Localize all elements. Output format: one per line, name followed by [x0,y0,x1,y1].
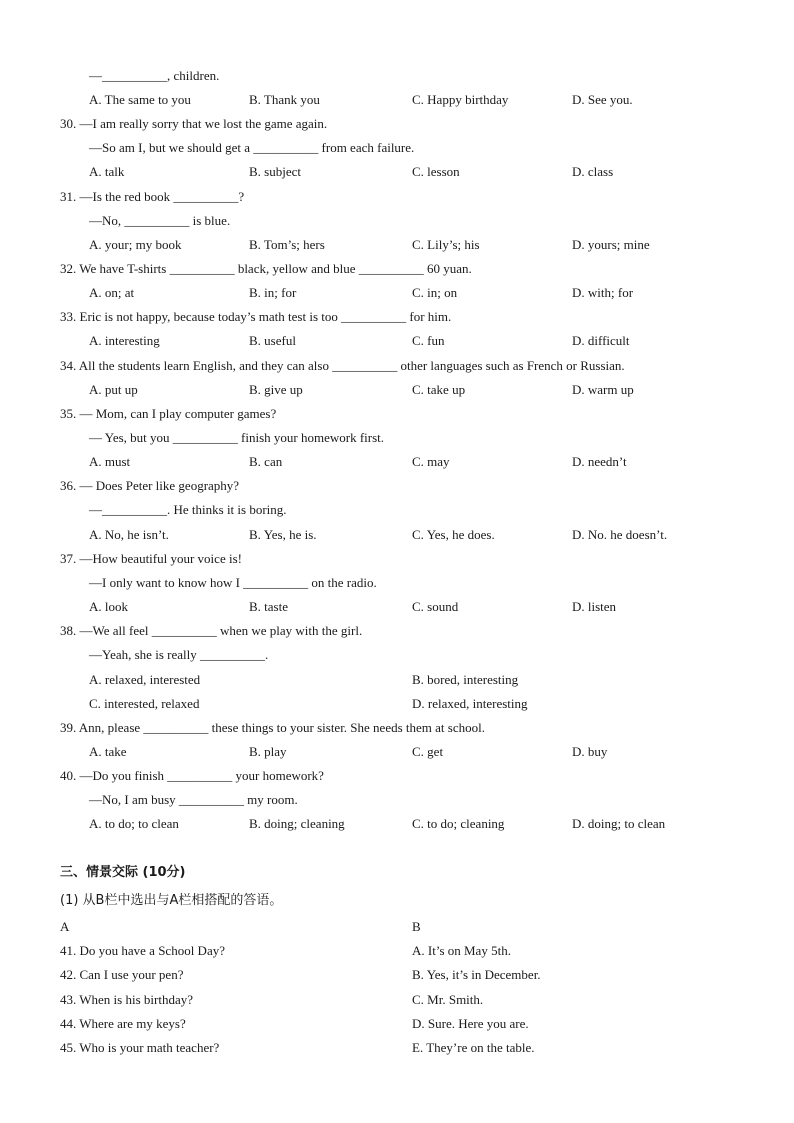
q36-option-c: C. Yes, he does. [412,527,495,542]
answer-c: C. Mr. Smith. [412,992,484,1007]
q39-option-b: B. play [249,744,287,759]
q36-dialog: —__________. He thinks it is boring. [89,502,287,517]
q38-option-b: B. bored, interesting [412,672,519,687]
q34-option-a: A. put up [89,382,138,397]
q40-option-c: C. to do; cleaning [412,816,505,831]
q37-option-b: B. taste [249,599,288,614]
q40-dialog: —No, I am busy __________ my room. [89,792,298,807]
q39-stem: 39. Ann, please __________ these things to your sister. She needs them at school. [60,720,485,735]
q40-option-b: B. doing; cleaning [249,816,345,831]
q35-option-a: A. must [89,454,131,469]
q43-question: 43. When is his birthday? [60,992,193,1007]
q35-stem: 35. — Mom, can I play computer games? [60,406,277,421]
q38-option-c: C. interested, relaxed [89,696,200,711]
q36-option-a: A. No, he isn’t. [89,527,169,542]
q33-option-a: A. interesting [89,333,160,348]
q39-option-a: A. take [89,744,127,759]
q39-option-d: D. buy [572,744,608,759]
q36-stem: 36. — Does Peter like geography? [60,478,240,493]
q37-option-d: D. listen [572,599,617,614]
q34-option-c: C. take up [412,382,466,397]
q38-option-d: D. relaxed, interesting [412,696,528,711]
q31-option-c: C. Lily’s; his [412,237,480,252]
q34-stem: 34. All the students learn English, and they can also __________ other languages such as French or Russian. [60,358,625,373]
q33-stem: 33. Eric is not happy, because today’s math test is too __________ for him. [60,309,452,324]
q32-option-b: B. in; for [249,285,297,300]
q38-option-a: A. relaxed, interested [89,672,201,687]
q34-option-b: B. give up [249,382,303,397]
q41-question: 41. Do you have a School Day? [60,943,225,958]
option-d: D. See you. [572,92,633,107]
q30-stem: 30. —I am really sorry that we lost the game again. [60,116,328,131]
q30-option-d: D. class [572,164,614,179]
q31-option-b: B. Tom’s; hers [249,237,325,252]
q32-option-a: A. on; at [89,285,135,300]
q45-question: 45. Who is your math teacher? [60,1040,220,1055]
q30-option-b: B. subject [249,164,301,179]
option-a: A. The same to you [89,92,191,107]
q36-option-d: D. No. he doesn’t. [572,527,668,542]
answer-b: B. Yes, it’s in December. [412,967,541,982]
q40-option-a: A. to do; to clean [89,816,179,831]
option-b: B. Thank you [249,92,320,107]
answer-e: E. They’re on the table. [412,1040,535,1055]
q40-stem: 40. —Do you finish __________ your homework? [60,768,324,783]
q44-question: 44. Where are my keys? [60,1016,186,1031]
q37-option-a: A. look [89,599,128,614]
q31-option-a: A. your; my book [89,237,182,252]
q32-option-c: C. in; on [412,285,458,300]
q39-option-c: C. get [412,744,444,759]
column-b-header: B [412,919,421,934]
q38-dialog: —Yeah, she is really __________. [89,647,269,662]
q33-option-d: D. difficult [572,333,630,348]
q31-option-d: D. yours; mine [572,237,650,252]
q33-option-c: C. fun [412,333,445,348]
q35-dialog: — Yes, but you __________ finish your homework first. [89,430,385,445]
q37-dialog: —I only want to know how I __________ on the radio. [89,575,377,590]
answer-a: A. It’s on May 5th. [412,943,511,958]
q32-stem: 32. We have T-shirts __________ black, yellow and blue __________ 60 yuan. [60,261,472,276]
option-c: C. Happy birthday [412,92,509,107]
q30-option-c: C. lesson [412,164,460,179]
q30-option-a: A. talk [89,164,125,179]
q36-option-b: B. Yes, he is. [249,527,317,542]
q35-option-d: D. needn’t [572,454,627,469]
q-stem: —__________, children. [89,68,220,83]
q37-stem: 37. —How beautiful your voice is! [60,551,242,566]
section-title: 三、情景交际 (10分) [60,865,186,880]
q42-question: 42. Can I use your pen? [60,967,184,982]
q33-option-b: B. useful [249,333,296,348]
q34-option-d: D. warm up [572,382,634,397]
q35-option-c: C. may [412,454,450,469]
q32-option-d: D. with; for [572,285,634,300]
q38-stem: 38. —We all feel __________ when we play with the girl. [60,623,363,638]
q31-dialog: —No, __________ is blue. [89,213,231,228]
answer-d: D. Sure. Here you are. [412,1016,529,1031]
q35-option-b: B. can [249,454,283,469]
section-instruction: (1) 从B栏中选出与A栏相搭配的答语。 [60,893,283,908]
q40-option-d: D. doing; to clean [572,816,666,831]
q37-option-c: C. sound [412,599,459,614]
q30-dialog: —So am I, but we should get a __________ from each failure. [89,140,415,155]
q31-stem: 31. —Is the red book __________? [60,189,245,204]
column-a-header: A [60,919,70,934]
